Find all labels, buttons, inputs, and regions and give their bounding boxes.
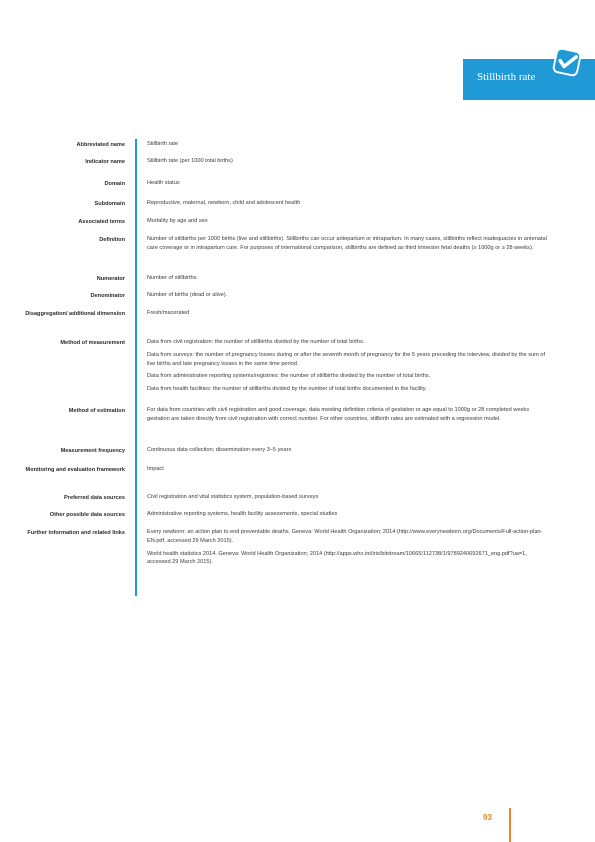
row-label: Domain xyxy=(104,181,125,187)
row-value: Mortality by age and sex xyxy=(147,218,208,224)
row-monitoring-framework xyxy=(0,465,595,493)
row-label: Disaggregation/ additional dimension xyxy=(25,311,125,317)
row-label: Further information and related links xyxy=(27,530,125,536)
row-label: Measurement frequency xyxy=(60,448,125,454)
row-method-of-estimation xyxy=(0,406,595,446)
row-label: Method of estimation xyxy=(68,408,125,414)
row-numerator xyxy=(0,274,595,291)
row-domain xyxy=(0,179,595,199)
row-label: Indicator name xyxy=(85,159,125,165)
row-value: Civil registration and vital statistics system, population-based surveys xyxy=(147,494,319,500)
row-subdomain xyxy=(0,199,595,217)
row-definition xyxy=(0,235,595,274)
row-label: Numerator xyxy=(96,276,125,282)
row-label: Associated terms xyxy=(78,219,125,225)
indicator-metadata-table xyxy=(0,140,595,567)
row-value: Impact xyxy=(147,466,164,472)
row-associated-terms xyxy=(0,217,595,235)
indicator-title: Stillbirth rate xyxy=(477,71,536,83)
row-label: Preferred data sources xyxy=(64,495,125,501)
page-number-rule xyxy=(509,808,511,842)
row-value: Fresh/macerated xyxy=(147,310,190,316)
row-value: Number of births (dead or alive). xyxy=(147,292,228,298)
row-measurement-frequency xyxy=(0,446,595,465)
row-other-data-sources xyxy=(0,510,595,528)
row-preferred-data-sources xyxy=(0,493,595,510)
row-value: Number of stillbirths. xyxy=(147,275,198,281)
row-label: Abbreviated name xyxy=(76,142,125,148)
row-value: For data from countries with civil registration and good coverage, data meeting definition criteria of gestation or age equal to 1000g or 28 completed weeks gestation are taken directly from civil registration with correct number. For other countries, stillbirth rates are estimated with a regression model. xyxy=(147,407,530,422)
row-label: Monitoring and evaluation framework xyxy=(25,467,125,473)
row-disaggregation xyxy=(0,309,595,338)
row-value: Every newborn: an action plan to end preventable deaths. Geneva: World Health Organization; 2014 (http://www.everynewborn.org/Documents/Full-action-plan-EN.pdf, accessed 29 March 2015). World health statistics 2014. Geneva: World Health Organization; 2014 (http://apps.who.int/iris/bitstream/10665/112738/1/9789240692671_eng.pdf?ua=1, accessed 29 March 2015). xyxy=(147,529,543,566)
row-value: Reproductive, maternal, newborn, child and adolescent health xyxy=(147,200,301,206)
row-value: Number of stillbirths per 1000 births (live and stillbirths). Stillbirths can occur antepartum or intrapartum. In many cases, stillbirths reflect inadequacies in antenatal care coverage or in intrapartum care. For purposes of international comparison, stillbirths are defined as third trimester fetal deaths (≥ 1000g or ≥ 28 weeks). xyxy=(147,236,547,251)
row-value: Data from civil registration: the number of stillbirths divided by the number of total births. Data from surveys: the number of pregnancy losses during or after the seventh month of pregnancy for the 5 years preceding the interview, divided by the sum of live births and late pregnancy losses in the same time period. Data from administrative reporting systems/registries: the number of stillbirths divided by the number of total births. Data from health facilities: the number of stillbirths divided by the number of total births documented in the facility. xyxy=(147,339,545,393)
row-label: Definition xyxy=(99,237,125,243)
row-abbreviated-name xyxy=(0,140,595,157)
row-method-of-measurement xyxy=(0,338,595,406)
row-denominator xyxy=(0,291,595,309)
row-value: Health status xyxy=(147,180,180,186)
row-label: Method of measurement xyxy=(60,340,125,346)
row-indicator-name xyxy=(0,157,595,179)
row-label: Denominator xyxy=(90,293,125,299)
row-label: Other possible data sources xyxy=(49,512,125,518)
row-value: Stillbirth rate xyxy=(147,141,179,147)
row-value: Administrative reporting systems, health facility assessments, special studies xyxy=(147,511,338,517)
checkmark-icon xyxy=(552,47,583,78)
row-label: Subdomain xyxy=(94,201,125,207)
row-value: Continuous data collection; dissemination every 3–5 years xyxy=(147,447,292,453)
row-further-information xyxy=(0,528,595,567)
row-value: Stillbirth rate (per 1000 total births) xyxy=(147,158,233,164)
page-number: 93 xyxy=(483,813,492,822)
